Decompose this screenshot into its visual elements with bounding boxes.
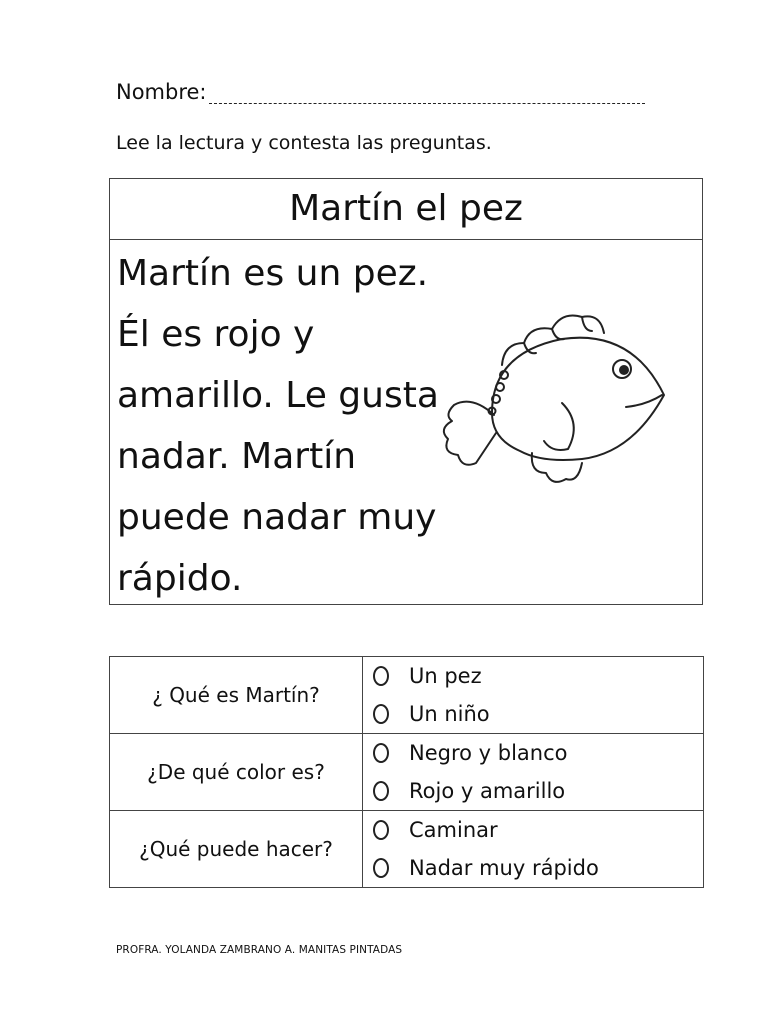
reading-line: puede nadar muy — [117, 497, 437, 538]
quiz-table — [109, 656, 704, 888]
fish-illustration — [432, 303, 672, 503]
name-blank-line[interactable] — [209, 85, 645, 104]
answer-option[interactable] — [371, 734, 703, 772]
answer-label: Negro y blanco — [409, 741, 568, 765]
answer-option[interactable] — [371, 849, 703, 887]
reading-line: Él es rojo y — [117, 314, 315, 355]
reading-line: amarillo. Le gusta — [117, 375, 439, 416]
answer-label: Un pez — [409, 664, 482, 688]
answer-circle-icon[interactable] — [373, 704, 389, 724]
answer-circle-icon[interactable] — [373, 666, 389, 686]
answer-label: Nadar muy rápido — [409, 856, 599, 880]
quiz-row — [110, 811, 704, 888]
answer-circle-icon[interactable] — [373, 781, 389, 801]
answer-option[interactable] — [371, 772, 703, 810]
name-field-row — [116, 80, 645, 104]
answer-label: Rojo y amarillo — [409, 779, 566, 803]
answers-cell — [363, 657, 704, 734]
answer-option[interactable] — [371, 695, 703, 733]
reading-line: rápido. — [117, 558, 243, 599]
answer-label: Caminar — [409, 818, 498, 842]
name-label: Nombre: — [116, 80, 207, 104]
instructions-text: Lee la lectura y contesta las preguntas. — [116, 132, 492, 154]
question-cell: ¿De qué color es? — [110, 734, 363, 811]
reading-text — [117, 243, 447, 609]
quiz-row — [110, 657, 704, 734]
question-cell: ¿ Qué es Martín? — [110, 657, 363, 734]
reading-line: Martín es un pez. — [117, 253, 429, 294]
answers-cell — [363, 811, 704, 888]
answer-option[interactable] — [371, 811, 703, 849]
answer-circle-icon[interactable] — [373, 743, 389, 763]
quiz-row — [110, 734, 704, 811]
question-cell: ¿Qué puede hacer? — [110, 811, 363, 888]
answer-circle-icon[interactable] — [373, 820, 389, 840]
reading-title: Martín el pez — [110, 179, 702, 240]
reading-line: nadar. Martín — [117, 436, 357, 477]
answer-circle-icon[interactable] — [373, 858, 389, 878]
reading-box — [109, 178, 703, 605]
footer-credit: PROFRA. YOLANDA ZAMBRANO A. MANITAS PINTADAS — [116, 944, 403, 956]
answer-label: Un niño — [409, 702, 490, 726]
answers-cell — [363, 734, 704, 811]
answer-option[interactable] — [371, 657, 703, 695]
